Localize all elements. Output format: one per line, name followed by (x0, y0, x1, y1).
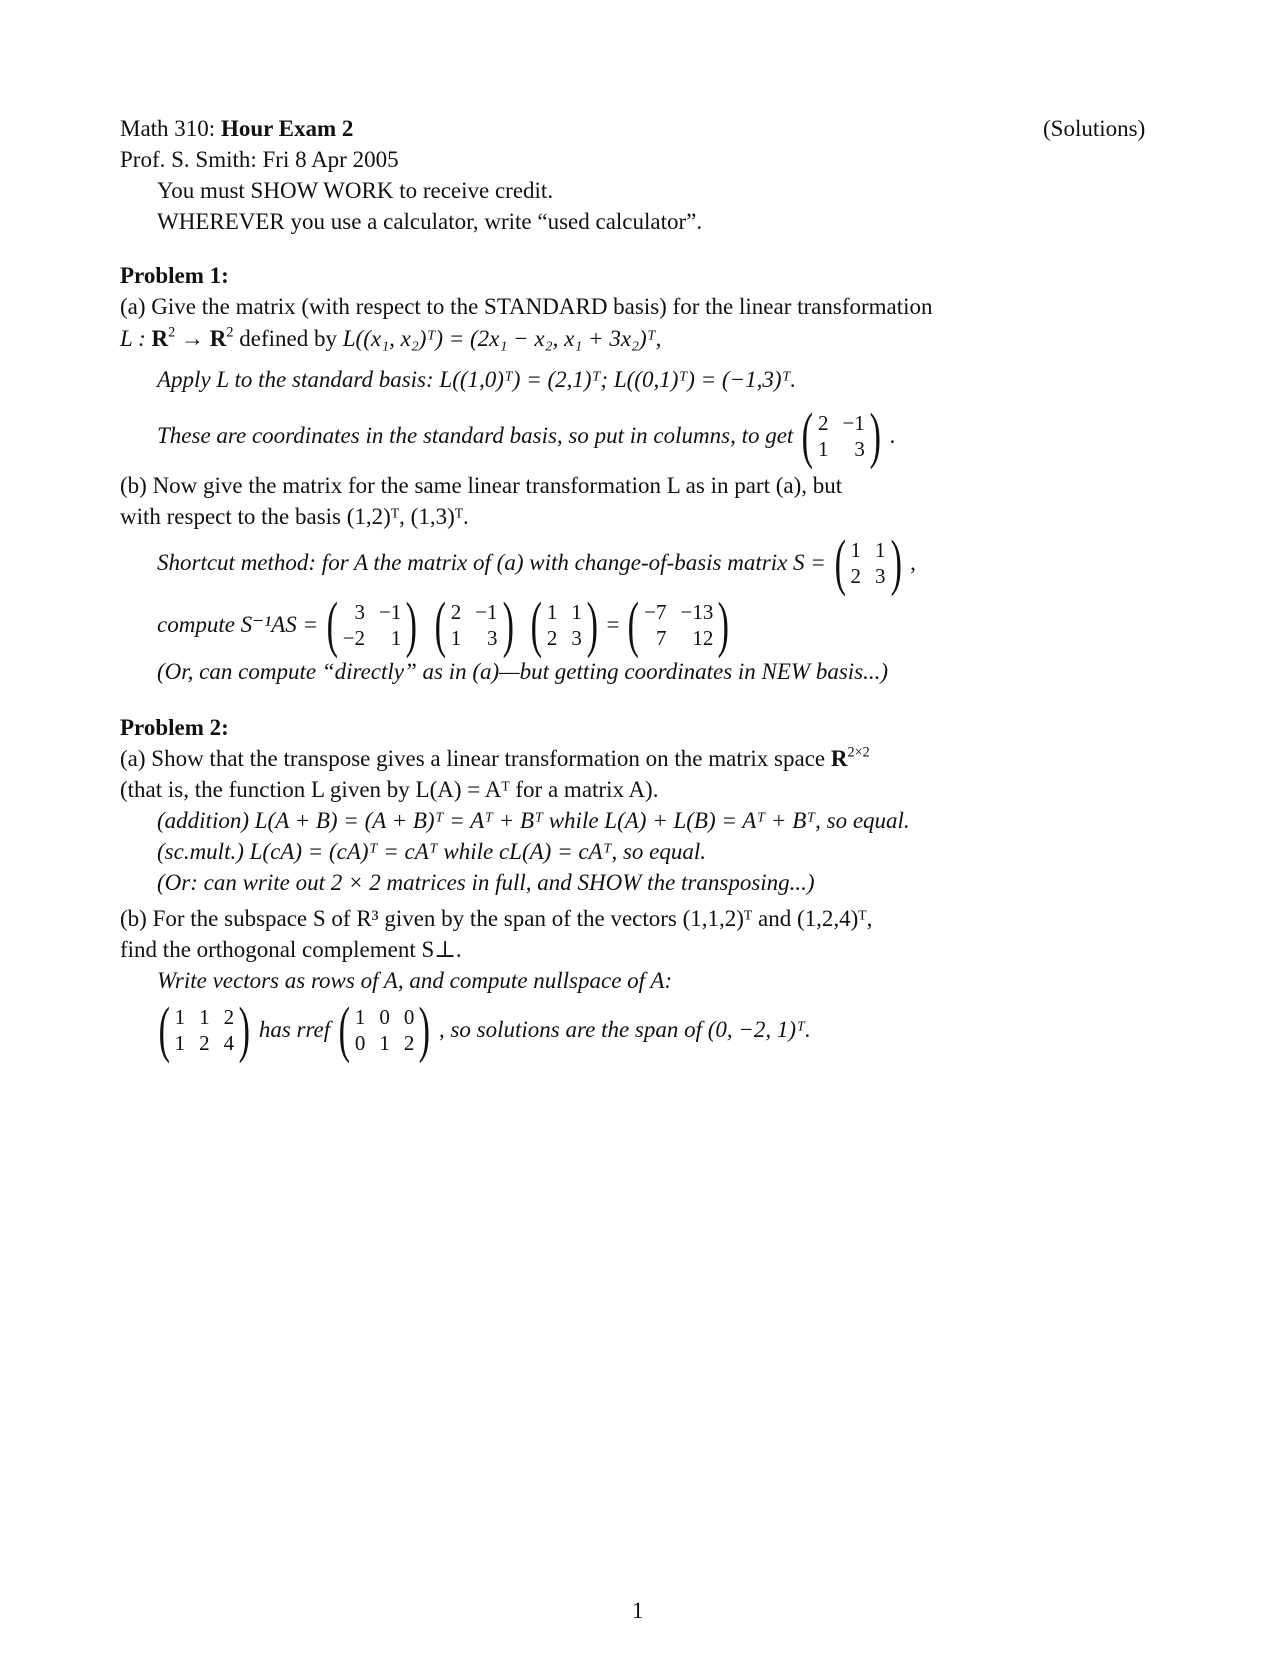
problem-1b-statement: (b) Now give the matrix for the same linear transformation L as in part (a), but (120, 473, 843, 498)
page-number: 1 (632, 1598, 644, 1623)
instruction-calculator: WHEREVER you use a calculator, write “used calculator”. (157, 209, 703, 234)
nullspace-conclusion: , so solutions are the span of (0, −2, 1)ᵀ. (438, 1017, 811, 1042)
matrix-S: ( 1 1 2 3 ) (834, 529, 902, 597)
exam-title: Hour Exam 2 (220, 116, 354, 141)
instruction-show-work: You must SHOW WORK to receive credit. (157, 178, 554, 203)
problem-1a-statement: (a) Give the matrix (with respect to the STANDARD basis) for the linear transformation (120, 294, 933, 319)
matrix-A: ( 2 −1 1 3 ) (801, 402, 881, 470)
exam-header-title (120, 115, 353, 143)
problem-1b-compute: compute S⁻¹AS = ( 3 −1 −2 1 ) ( 2 −1 1 3 ) ( 1 1 2 3 ) = ( −7 −13 7 12 ) (157, 597, 738, 653)
problem-1a-apply: Apply L to the standard basis: L((1,0)ᵀ) = (2,1)ᵀ; L((0,1)ᵀ) = (−1,3)ᵀ. (157, 367, 797, 392)
matrix-S-inverse: ( 3 −1 −2 1 ) (326, 591, 418, 659)
problem-2b-method: Write vectors as rows of A, and compute nullspace of A: (157, 968, 673, 993)
problem-2a-statement: (a) Show that the transpose gives a linear transformation on the matrix space $R^{2\times 2}$ (120, 744, 870, 771)
matrix-S-copy: ( 1 1 2 3 ) (530, 591, 598, 659)
instructor-line: Prof. S. Smith: Fri 8 Apr 2005 (120, 147, 399, 172)
problem-2b-rref-line: ( 1 1 2 1 2 4 ) has rref ( 1 0 0 0 1 2 ) , so solutions are the span of (0, −2, 1)ᵀ. (150, 1000, 811, 1060)
problem-1a-definition: L : $R^2 \to R^2$ defined by L((x₁, x₂)ᵀ) = (2x₁ − x₂, x₁ + 3x₂)ᵀ, (120, 324, 662, 351)
course-label: Math 310: (120, 116, 216, 141)
problem-2b-statement: (b) For the subspace S of R³ given by the span of the vectors (1,1,2)ᵀ and (1,2,4)ᵀ, (120, 906, 873, 931)
transformation-formula: L((x₁, x₂)ᵀ) = (2x₁ − x₂, x₁ + 3x₂)ᵀ, (342, 326, 662, 351)
matrix-rows-A: ( 1 1 2 1 2 4 ) (158, 996, 251, 1064)
problem-1b-basis: with respect to the basis (1,2)ᵀ, (1,3)ᵀ. (120, 504, 469, 529)
problem-2b-find: find the orthogonal complement S⊥. (120, 937, 462, 962)
problem-1b-alternative: (Or, can compute “directly” as in (a)—but getting coordinates in NEW basis...) (157, 659, 889, 684)
problem-2a-function: (that is, the function L given by L(A) = Aᵀ for a matrix A). (120, 777, 659, 802)
matrix-result: ( −7 −13 7 12 ) (628, 591, 730, 659)
problem-1-heading: Problem 1: (120, 263, 229, 288)
problem-2a-addition: (addition) L(A + B) = (A + B)ᵀ = Aᵀ + Bᵀ while L(A) + L(B) = Aᵀ + Bᵀ, so equal. (157, 808, 910, 833)
problem-2a-alternative: (Or: can write out 2 × 2 matrices in full, and SHOW the transposing...) (157, 870, 815, 895)
matrix-rref: ( 1 0 0 0 1 2 ) (338, 996, 431, 1064)
problem-2-heading: Problem 2: (120, 715, 229, 740)
problem-1b-shortcut: Shortcut method: for A the matrix of (a) with change-of-basis matrix S = ( 1 1 2 3 ) , (157, 529, 916, 597)
problem-1a-columns: These are coordinates in the standard basis, so put in columns, to get ( 2 −1 1 3 ) . (157, 402, 896, 470)
problem-2a-scalar-mult: (sc.mult.) L(cA) = (cA)ᵀ = cAᵀ while cL(A) = cAᵀ, so equal. (157, 839, 707, 864)
solutions-label: (Solutions) (1043, 116, 1146, 141)
matrix-A-copy: ( 2 −1 1 3 ) (434, 591, 514, 659)
